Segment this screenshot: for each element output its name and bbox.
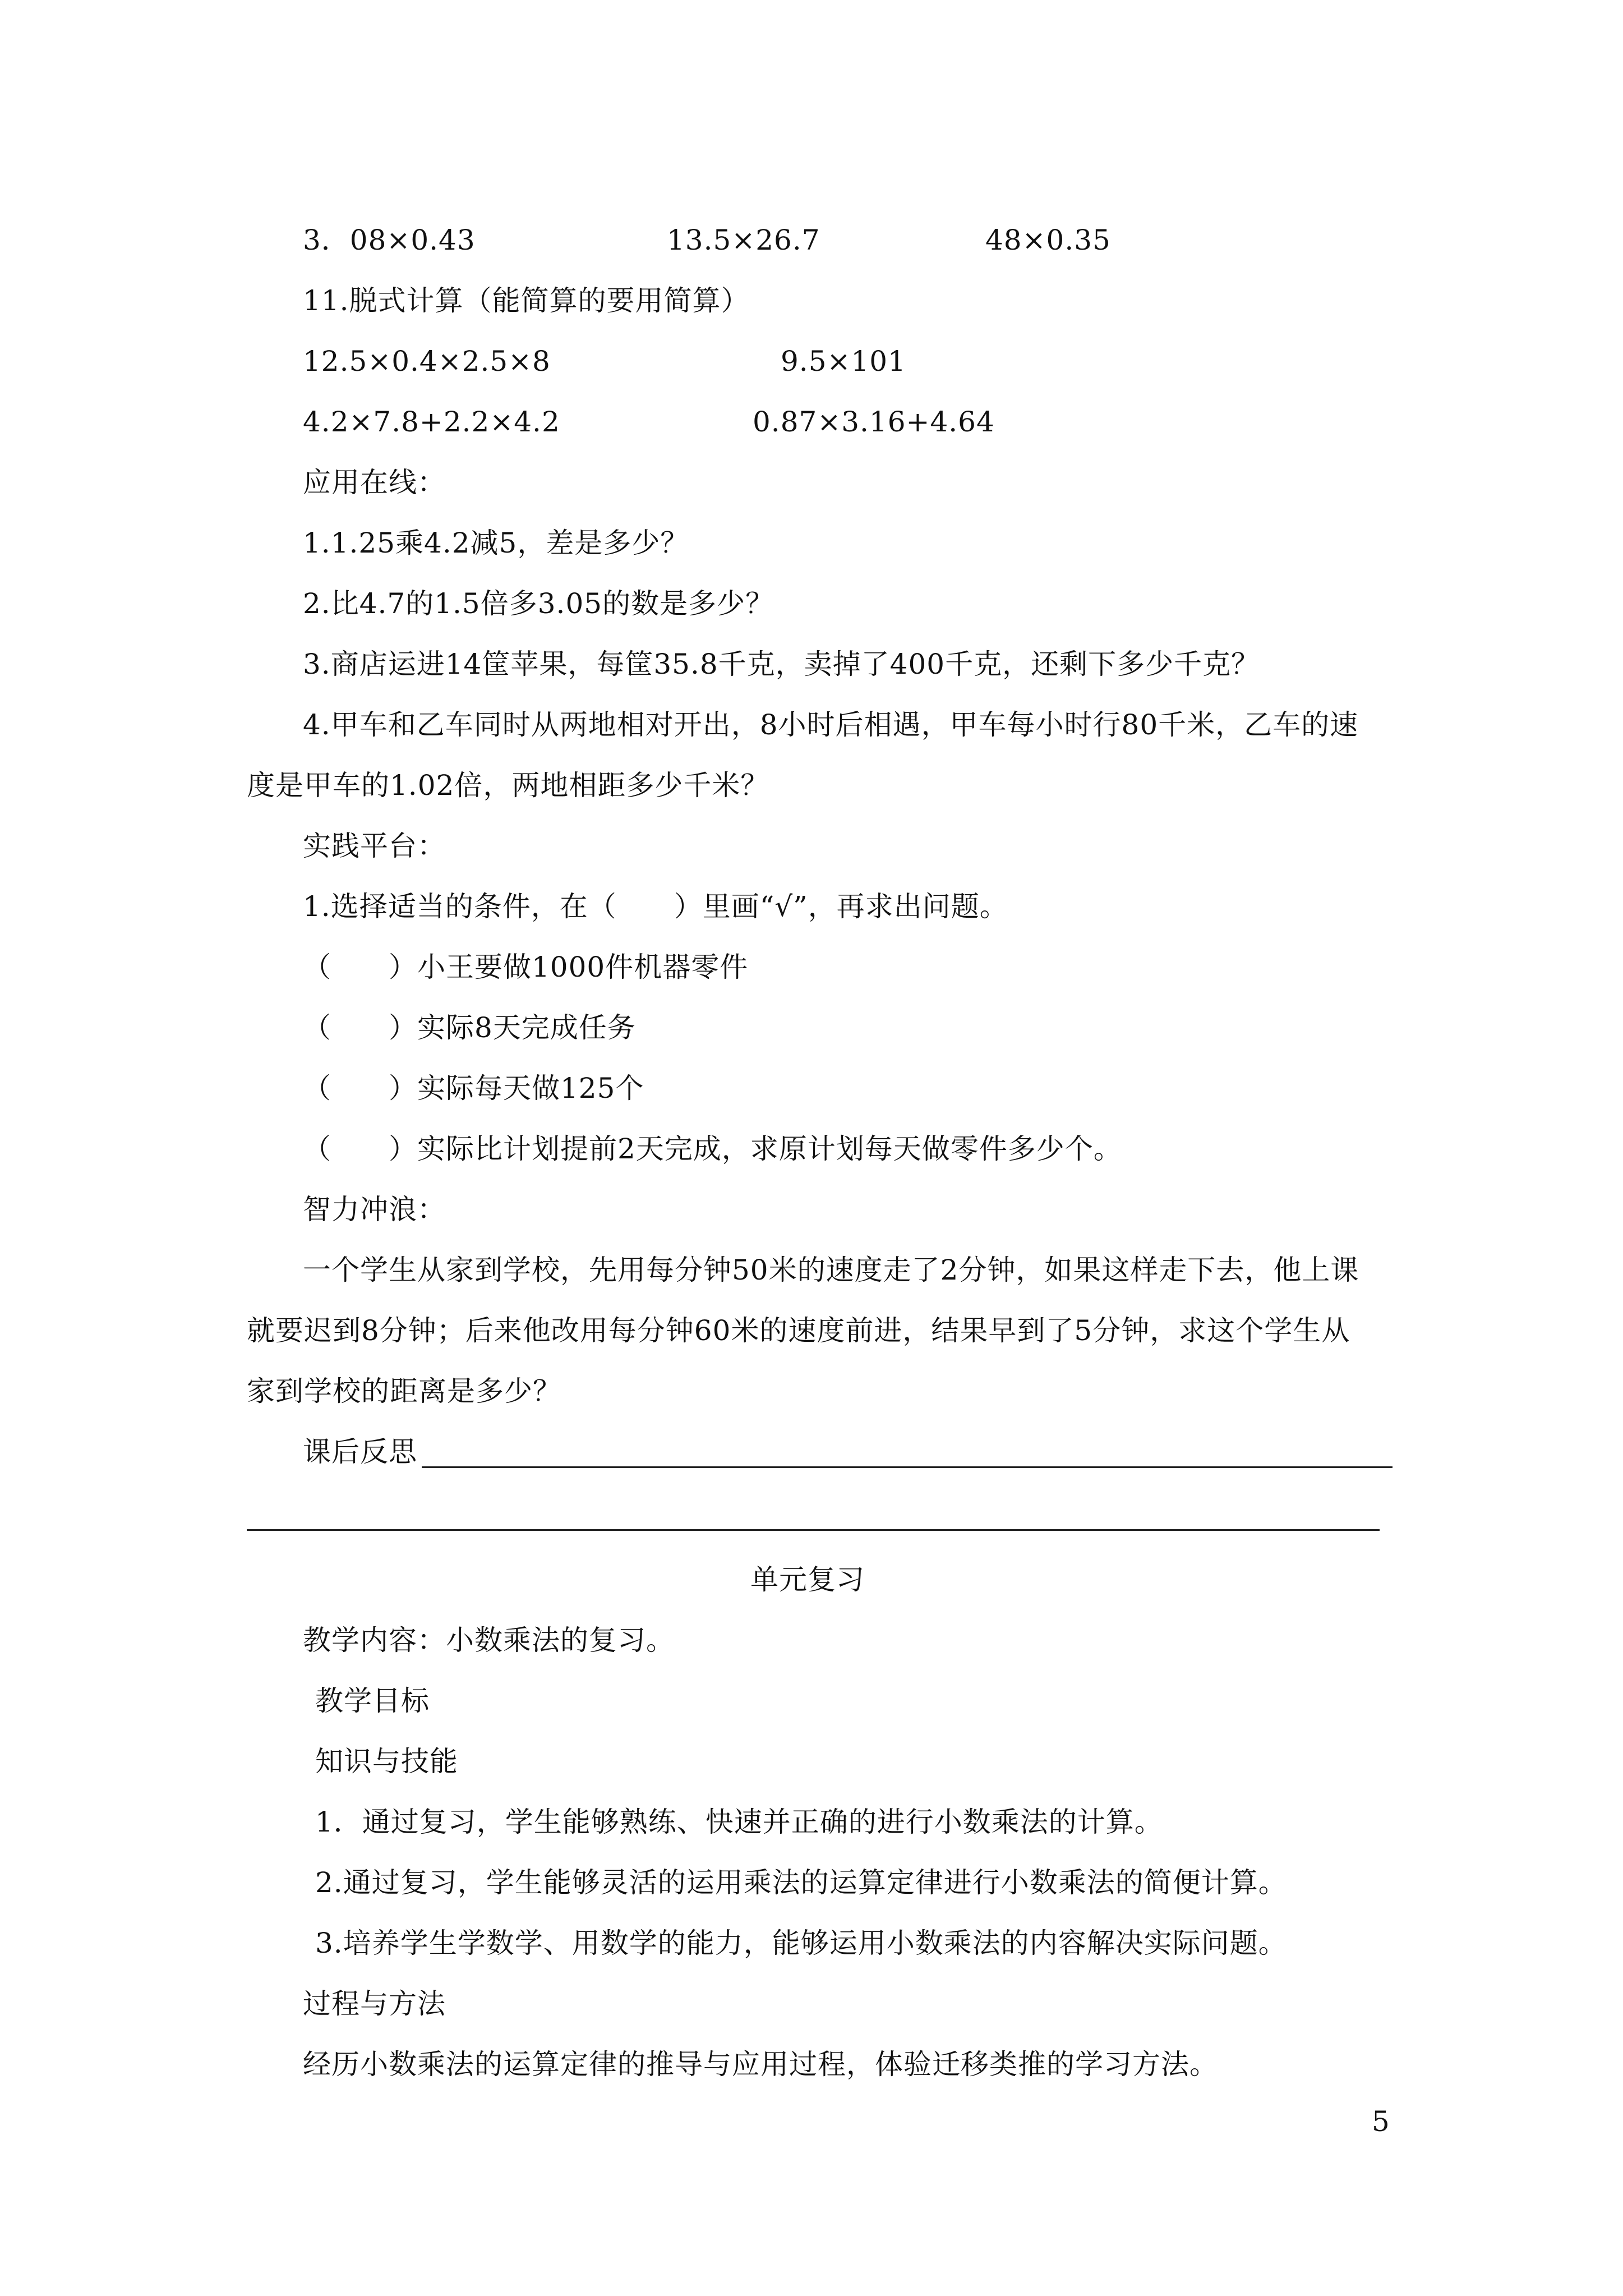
practice-heading: 实践平台： <box>303 830 446 862</box>
q11-expr-2: 9.5×101 <box>781 345 906 378</box>
reflection-underline <box>422 1466 1393 1468</box>
goal-3: 3.培养学生学数学、用数学的能力，能够运用小数乘法的内容解决实际问题。 <box>315 1927 1287 1959</box>
goal-2: 2.通过复习，学生能够灵活的运用乘法的运算定律进行小数乘法的简便计算。 <box>315 1866 1287 1899</box>
unit-review-title: 单元复习 <box>750 1563 865 1596</box>
practice-q1: 1.选择适当的条件，在（ ）里画“√”，再求出问题。 <box>303 890 1008 923</box>
application-q4-line2: 度是甲车的1.02倍，两地相距多少千米？ <box>247 769 769 802</box>
calc-item-3: 48×0.35 <box>985 224 1111 256</box>
process-methods-text: 经历小数乘法的运算定律的推导与应用过程，体验迁移类推的学习方法。 <box>303 2048 1218 2081</box>
application-q1: 1.1.25乘4.2减5，差是多少？ <box>303 527 689 559</box>
application-q4-line1: 4.甲车和乙车同时从两地相对开出，8小时后相遇，甲车每小时行80千米，乙车的速 <box>303 708 1359 741</box>
teaching-goals-heading: 教学目标 <box>315 1685 430 1717</box>
q11-expr-1: 12.5×0.4×2.5×8 <box>303 345 551 378</box>
practice-option-1: （ ）小王要做1000件机器零件 <box>303 951 749 983</box>
practice-option-3: （ ）实际每天做125个 <box>303 1072 644 1105</box>
challenge-line-1: 一个学生从家到学校，先用每分钟50米的速度走了2分钟，如果这样走下去，他上课 <box>303 1254 1359 1286</box>
application-heading: 应用在线： <box>303 466 446 499</box>
knowledge-skills-heading: 知识与技能 <box>315 1745 458 1778</box>
calc-item-1: 3．08×0.43 <box>303 224 476 256</box>
challenge-line-2: 就要迟到8分钟；后来他改用每分钟60米的速度前进，结果早到了5分钟，求这个学生从 <box>247 1314 1350 1347</box>
application-q3: 3.商店运进14筐苹果，每筐35.8千克，卖掉了400千克，还剩下多少千克？ <box>303 648 1260 680</box>
practice-option-4: （ ）实际比计划提前2天完成，求原计划每天做零件多少个。 <box>303 1133 1122 1165</box>
q11-expr-3: 4.2×7.8+2.2×4.2 <box>303 406 560 438</box>
practice-option-2: （ ）实际8天完成任务 <box>303 1011 636 1044</box>
reflection-label: 课后反思 <box>303 1435 417 1468</box>
process-methods-heading: 过程与方法 <box>303 1987 446 2020</box>
challenge-heading: 智力冲浪： <box>303 1193 446 1226</box>
teaching-content: 教学内容：小数乘法的复习。 <box>303 1624 675 1657</box>
calc-item-2: 13.5×26.7 <box>667 224 820 256</box>
goal-1: 1．通过复习，学生能够熟练、快速并正确的进行小数乘法的计算。 <box>315 1806 1163 1838</box>
application-q2: 2.比4.7的1.5倍多3.05的数是多少？ <box>303 587 774 620</box>
page-number: 5 <box>1372 2105 1390 2138</box>
section-divider <box>247 1529 1380 1531</box>
q11-expr-4: 0.87×3.16+4.64 <box>753 406 995 438</box>
challenge-line-3: 家到学校的距离是多少？ <box>247 1375 561 1407</box>
q11-title: 11.脱式计算（能简算的要用简算） <box>303 284 750 317</box>
